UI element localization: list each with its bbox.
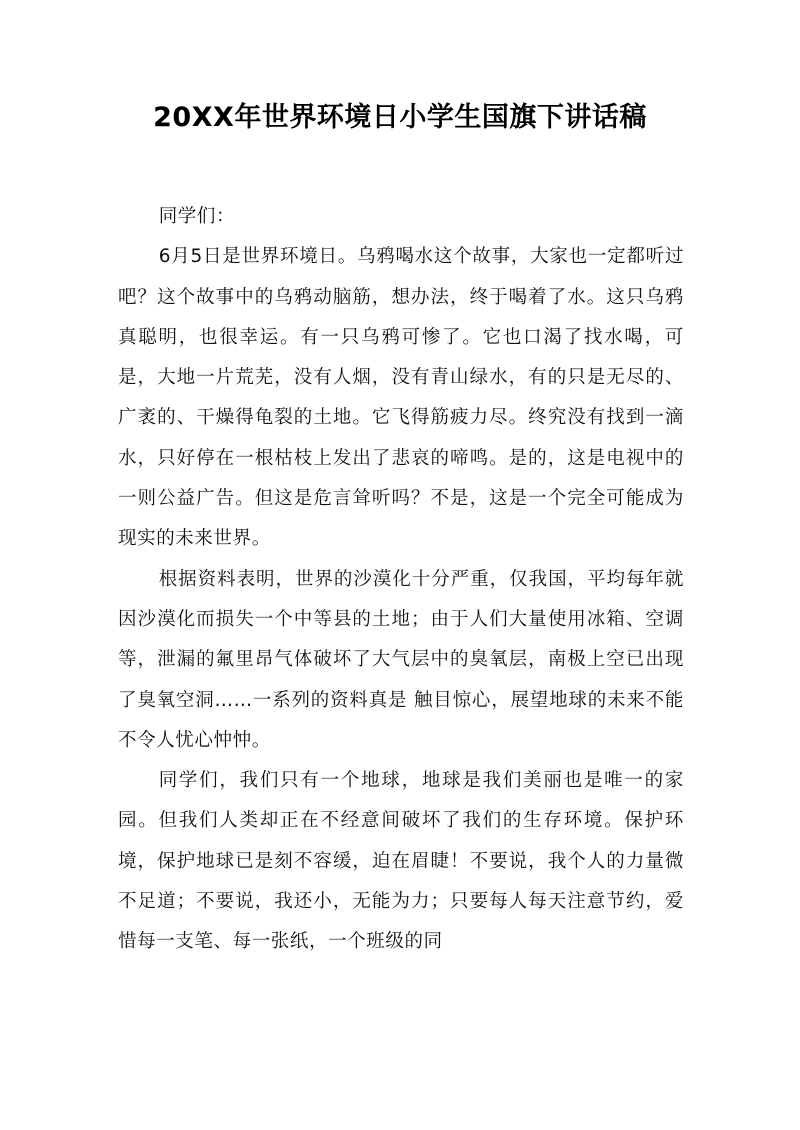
salutation-paragraph: 同学们：	[158, 206, 236, 227]
document-body	[118, 197, 684, 963]
body-paragraph-3: 同学们，我们只有一个地球，地球是我们美丽也是唯一的家园。但我们人类却正在不经意间破坏了我们的生存环境。保护环境，保护地球已是刻不容缓，迫在眉睫！不要说，我个人的力量微不足道；不要说，我还小，无能为力；只要每人每天注意节约，爱惜每一支笔、每一张纸，一个班级的同	[118, 770, 684, 953]
body-paragraph-1: 6月5日是世界环境日。乌鸦喝水这个故事，大家也一定都听过吧？这个故事中的乌鸦动脑筋，想办法，终于喝着了水。这只乌鸦真聪明，也很幸运。有一只乌鸦可惨了。它也口渴了找水喝，可是，大地一片荒芜，没有人烟，没有青山绿水，有的只是无尽的、广袤的、干燥得龟裂的土地。它飞得筋疲力尽。终究没有找到一滴水，只好停在一根枯枝上发出了悲哀的啼鸣。是的，这是电视中的一则公益广告。但这是危言耸听吗？不是，这是一个完全可能成为现实的未来世界。	[118, 246, 684, 550]
body-paragraph-2: 根据资料表明，世界的沙漠化十分严重，仅我国，平均每年就因沙漠化而损失一个中等县的土地；由于人们大量使用冰箱、空调等，泄漏的氟里昂气体破坏了大气层中的臭氧层，南极上空已出现了臭氧空洞……一系列的资料真是 触目惊心，展望地球的未来不能不令人忧心忡忡。	[118, 568, 684, 751]
document-title: 20XX年世界环境日小学生国旗下讲话稿	[153, 102, 647, 133]
